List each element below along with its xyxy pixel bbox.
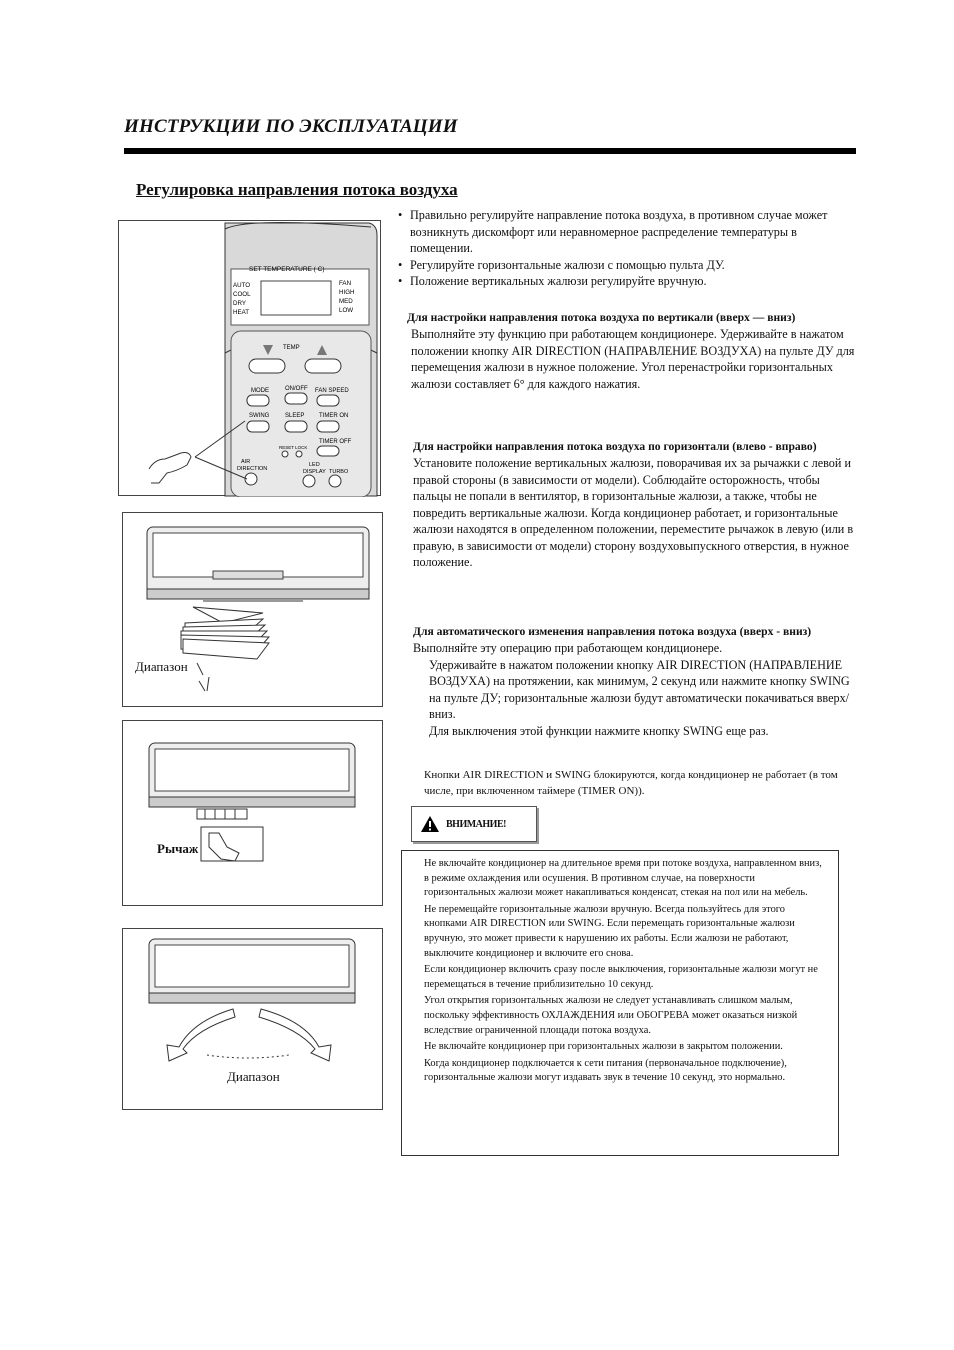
louver-range-figure [122,512,383,707]
warning-badge [411,806,537,842]
indoor-unit-lever-drawing [123,721,384,907]
horizontal-text: Установите положение вертикальных жалюзи, поворачивая их за рычажки с левой и правой стороны (в зависимости от модели). Соблюдайте осторожность, чтобы пальцы не попали в вентилятор, в горизонтальные жалюзи, а также, чтобы не повредить вертикальные жалюзи. Когда кондиционер работает, и горизонтальные жалюзи находятся в определенном положении, переместите рычажок в левую (или в правую, в зависимости от модели) сторону воздуховыпускного отверстия, в нужное положение. [413,456,854,569]
fan-speed-label: FAN SPEED [315,388,349,394]
auto-line-1: Выполняйте эту операцию при работающем кондиционере. [413,641,723,655]
bullet-item: • Правильно регулируйте направление потока воздуха, в противном случае может возникнуть дискомфорт или неравномерное распределение температуры в помещении. [398,207,848,257]
lever-label: Рычаж [157,841,199,856]
timer-on-label: TIMER ON [319,413,349,419]
on-off-label: ON/OFF [285,386,308,392]
reset-lock-label: RESET LOCK [279,445,308,450]
swing-left-arrow-icon [167,1009,235,1061]
mode-dry-label: DRY [233,300,246,307]
display-label: DISPLAY [303,469,326,475]
warning-triangle-icon [420,815,440,833]
horizontal-heading: Для настройки направления потока воздуха по горизонтали (влево - вправо) [413,440,817,453]
remote-control-drawing [119,221,382,497]
mode-heat-label: HEAT [233,309,250,316]
led-label: LED [309,462,320,468]
air-label: AIR [241,459,251,465]
vertical-adjust-block [407,310,857,392]
warning-item: Не включайте кондиционер на длительное время при потоке воздуха, направленном вниз, в режиме охлаждения или осушения. В противном случае, на поверхности горизонтальных жалюзи может накапливаться конденсат, стекая на пол или на мебель. [424,858,822,899]
temp-label: TEMP [283,345,300,351]
lever-figure [122,720,383,906]
swing-label: SWING [249,413,270,419]
hand-icon [149,453,191,484]
remote-set-temp: SET TEMPERATURE ( C) [249,266,325,273]
page-header-title: ИНСТРУКЦИИ ПО ЭКСПЛУАТАЦИИ [124,116,458,137]
horizontal-adjust-block [413,439,857,571]
mode-auto-label: AUTO [233,282,251,289]
auto-line-2: Удерживайте в нажатом положении кнопку AIR DIRECTION (НАПРАВЛЕНИЕ ВОЗДУХА) на протяжении, как минимум, 2 секунд или нажмите кнопку SWING на пульте ДУ; горизонтальные жалюзи будут автоматически покачиваться вверх/вниз. [429,657,850,721]
warning-item: Не включайте кондиционер при горизонтальных жалюзи в закрытом положении. [424,1041,783,1053]
fan-label: FAN [339,280,352,287]
fan-low-label: LOW [339,307,354,314]
bullet-item: • Положение вертикальных жалюзи регулируйте вручную. [398,273,848,290]
auto-swing-block [413,624,857,739]
turbo-label: TURBO [329,469,349,475]
swing-range-figure [122,928,383,1110]
warning-badge-label: ВНИМАНИЕ! [446,818,506,830]
fan-med-label: MED [339,298,353,305]
temp-down-button [249,359,285,373]
warning-item: Угол открытия горизонтальных жалюзи не следует устанавливать слишком малым, поскольку эффективность ОХЛАЖДЕНИЯ или ОБОГРЕВА может оказаться низкой вследствие ограниченной площади потока воздуха. [424,995,798,1036]
section-title: Регулировка направления потока воздуха [136,180,458,199]
warning-item: Если кондиционер включить сразу после выключения, горизонтальные жалюзи могут не перемещаться в течение приблизительно 10 секунд. [424,964,818,990]
sleep-label: SLEEP [285,413,305,419]
warning-item: Когда кондиционер подключается к сети питания (первоначальное подключение), горизонтальные жалюзи могут издавать звук в течение 10 секунд, это нормально. [424,1057,787,1084]
warning-box [401,850,839,1156]
range-label-1: Диапазон [135,659,188,674]
bullet-item: • Регулируйте горизонтальные жалюзи с помощью пульта ДУ. [398,257,848,274]
mode-label: MODE [251,388,269,394]
direction-label: DIRECTION [237,466,268,472]
indoor-unit-vertical-drawing [123,513,384,708]
fan-high-label: HIGH [339,289,355,296]
timer-off-label: TIMER OFF [319,439,352,445]
vertical-text: Выполняйте эту функцию при работающем кондиционере. Удерживайте в нажатом положении кнопку AIR DIRECTION (НАПРАВЛЕНИЕ ВОЗДУХА) на пульте ДУ для перемещения жалюзи в нужное положение. Угол перенастройки горизонтальных жалюзи составляет 6° для каждого нажатия. [411,327,855,391]
swing-right-arrow-icon [259,1009,331,1061]
mode-cool-label: COOL [233,291,251,298]
warning-item: Не перемещайте горизонтальные жалюзи вручную. Всегда пользуйтесь для этого кнопками AIR DIRECTION или SWING. Если перемещать горизонтальные жалюзи вручную, это может привести к нарушению их работы. Если жалюзи не работают, выключите кондиционер и включите его снова. [424,903,795,959]
range-label-2: Диапазон [227,1069,280,1084]
auto-heading: Для автоматического изменения направления потока воздуха (вверх - вниз) [413,625,812,638]
vertical-heading: Для настройки направления потока воздуха по вертикали (вверх — вниз) [407,311,796,324]
temp-up-button [305,359,341,373]
lock-note: Кнопки AIR DIRECTION и SWING блокируются, когда кондиционер не работает (в том числе, при включенном таймере (TIMER ON)). [424,769,838,797]
intro-bullets [398,207,848,290]
remote-control-figure [118,220,381,496]
header-rule [124,148,856,154]
auto-line-3: Для выключения этой функции нажмите кнопку SWING еще раз. [429,723,769,738]
